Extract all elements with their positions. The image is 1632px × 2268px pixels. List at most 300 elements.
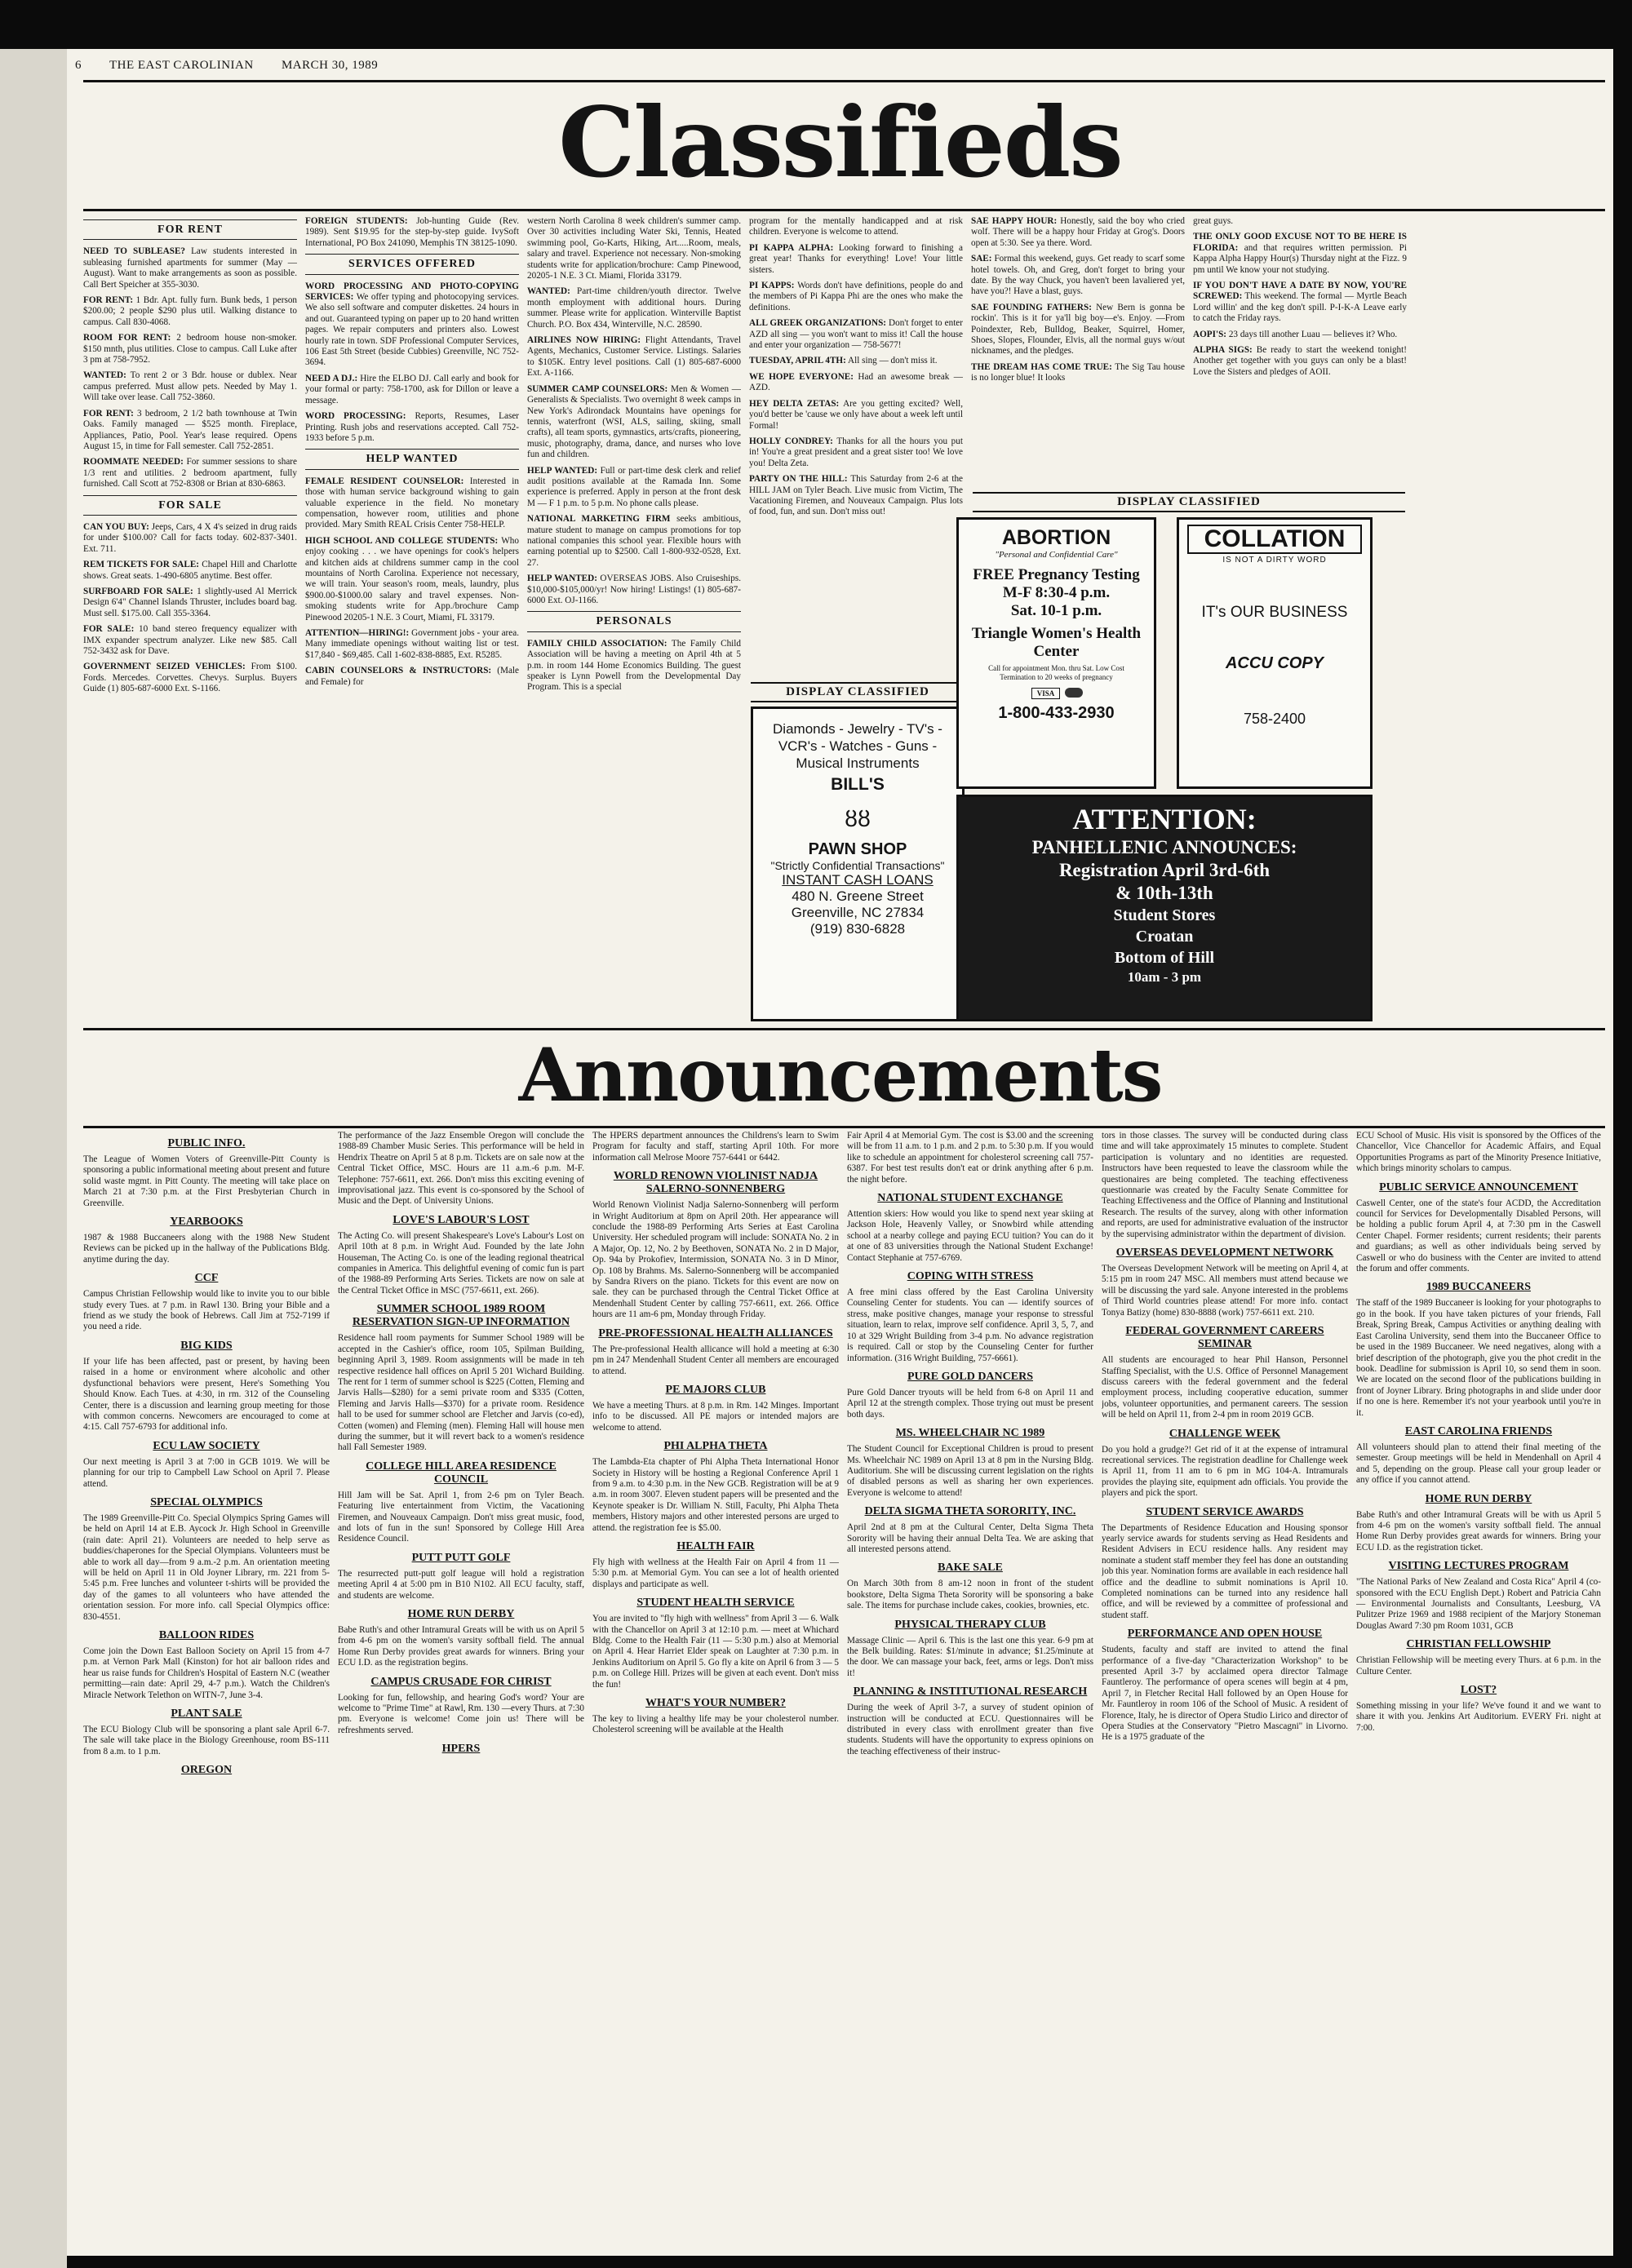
announcement-text — [592, 1614, 839, 1690]
announcement-text — [1356, 1198, 1601, 1275]
ad-lead-in: HIGH SCHOOL AND COLLEGE STUDENTS: — [305, 535, 499, 546]
ad-body: Flight Attendants, Travel Agents, Mechanics, Customer Service. Listings. Salaries to $105K. Entry level positions. Call (1) 805-687-6000 Ext. A-1166. — [527, 335, 741, 379]
announcement-text — [847, 1636, 1093, 1680]
classified-section-heading: PERSONALS — [527, 611, 741, 631]
ad-body: To rent 2 or 3 Bdr. house or dublex. Near campus preferred. Must allow pets. Needed by May 1. Will take over lease. Call 752-3860. — [83, 370, 297, 403]
classified-ad-text — [527, 514, 741, 569]
announcement-heading: WORLD RENOWN VIOLINIST NADJA SALERNO-SONNENBERG — [613, 1170, 818, 1196]
announcement-text — [83, 1725, 330, 1757]
health-center-name: Triangle Women's Health Center — [971, 625, 1142, 660]
announcement-heading: WHAT'S YOUR NUMBER? — [645, 1697, 786, 1710]
announcement-column-2 — [338, 1131, 584, 2248]
announcement-heading: NATIONAL STUDENT EXCHANGE — [877, 1192, 1063, 1205]
announcement-text — [592, 1401, 839, 1433]
ad-body: Babe Ruth's and other Intramural Greats will be with us April 5 from 4-6 pm on the women's varsity softball field. The annual Home Run Derby provides great awards for winners. Bring your ECU I.D. as the registration ticket. — [1356, 1509, 1601, 1553]
announcement-heading: SPECIAL OLYMPICS — [150, 1495, 263, 1508]
ad-body: During the week of April 3-7, a survey of student opinion of instruction will be conducted at ECU. Questionnaires will be distributed in every class with enrollment greater than five students. Students will have the opportunity to express opinions on the teaching effectiveness of their instruc- — [847, 1703, 1093, 1756]
ad-body: The Sig Tau house is no longer blue! It looks — [971, 361, 1185, 383]
ad-body: Formal this weekend, guys. Get ready to scarf some hotel towels. Oh, and Greg, don't forget to bring your date. By the way Chuck, you haven't been lavaliered yet, have you?! Have a blast, guys. — [971, 254, 1185, 297]
ad-lead-in: TUESDAY, APRIL 4TH: — [749, 356, 846, 366]
announcement-heading: YEARBOOKS — [170, 1216, 243, 1229]
classified-ad-text — [749, 356, 963, 366]
classified-section-heading: SERVICES OFFERED — [305, 254, 519, 274]
announcement-heading: HPERS — [441, 1743, 481, 1756]
ad-body: 1 slightly-used Al Merrick Design 6'4" Channel Islands Thruster, includes board bag. Must sell. $175.00. Call 355-3364. — [83, 586, 297, 618]
ad-lead-in: FOREIGN STUDENTS: — [305, 216, 408, 226]
classified-ad-text — [1193, 345, 1407, 378]
classified-column-3 — [527, 216, 741, 1024]
announcement-text — [338, 1569, 584, 1601]
ad-body: The Student Council for Exceptional Children is proud to present Ms. Wheelchair NC 1989 on April 13 at 8 pm in the Nursing Bldg. Auditorium. She will be discussing current legislation on the rights of disabled persons as well as sharing her own experiences. Everyone is welcome to attend! — [847, 1444, 1093, 1498]
classified-ad-text — [83, 370, 297, 403]
classified-ad-text — [749, 281, 963, 313]
announcement-heading: LOST? — [1460, 1684, 1497, 1697]
abortion-phone: 1-800-433-2930 — [998, 704, 1115, 722]
ad-lead-in: NEED TO SUBLEASE? — [83, 246, 186, 257]
pawn-line-2: VCR's - Watches - Guns - — [778, 738, 938, 754]
ad-lead-in: WE HOPE EVERYONE: — [749, 371, 854, 382]
collation-business-line: IT's OUR BUSINESS — [1201, 604, 1348, 621]
ad-lead-in: SAE HAPPY HOUR: — [971, 216, 1058, 226]
bills-pawn-shop-ad — [751, 707, 965, 1021]
announcement-heading: EAST CAROLINA FRIENDS — [1404, 1424, 1553, 1437]
announcement-heading: 1989 BUCCANEERS — [1426, 1281, 1531, 1294]
ad-lead-in: SAE: — [971, 254, 992, 264]
classified-ad-text — [971, 362, 1185, 384]
ad-body: Massage Clinic — April 6. This is the last one this year. 6-9 pm at the Belk building. Rates: $1/minute in advance; $1.25/minute at the door. We can massage your back, feet, arms or legs. Don't miss it! — [847, 1635, 1093, 1678]
announcement-heading: CHALLENGE WEEK — [1169, 1427, 1281, 1440]
classified-ad-text — [971, 216, 1185, 249]
ad-body: Part-time children/youth director. Twelve month employment with additional hours. During summer. Please write for application. Winterville Baptist Church. P.O. Box 434, Winterville, N.C. 28590. — [527, 286, 741, 330]
announcement-heading: SUMMER SCHOOL 1989 ROOM RESERVATION SIGN-UP INFORMATION — [352, 1303, 570, 1329]
pawn-line-1: Diamonds - Jewelry - TV's - — [773, 721, 942, 737]
ad-body: OVERSEAS JOBS. Also Cruiseships. $10,000-$105,000/yr! Now hiring! Listings! (1) 805-687-6000 Ext. OJ-1166. — [527, 574, 741, 605]
ad-lead-in: ATTENTION—HIRING!: — [305, 628, 410, 638]
announcement-heading: PERFORMANCE AND OPEN HOUSE — [1127, 1628, 1323, 1641]
pawn-phone: (919) 830-6828 — [809, 921, 906, 937]
ad-body: On March 30th from 8 am-12 noon in front of the student bookstore, Delta Sigma Theta Sorority will be sponsoring a bake sale. The items for purchase include cakes, cookies, brownies, etc. — [847, 1579, 1093, 1611]
announcement-heading: CAMPUS CRUSADE FOR CHRIST — [370, 1675, 552, 1688]
ad-lead-in: THE DREAM HAS COME TRUE: — [971, 361, 1112, 372]
ad-body: The staff of the 1989 Buccaneer is looking for your photographs to go in the book. If you have taken pictures of your friends, Fall Break, Spring Break, Campus Activities or anything dealing with East Carolina University, send them into the Buccaneer Office to be used in the 1989 Buccaneer. We need negatives, along with a brief description of the photograph, give you the phot credit in the book. Deadline for submission is April 10, so send them in soon. We are located on the second floor of the publications building in front of Joyner Library. Bring photographs in and slide under door if no one is here. Remember it's not your yearbook until you're in it. — [1356, 1298, 1601, 1418]
announcement-heading: CCF — [194, 1272, 219, 1285]
ad-body: The Family Child Association will be having a meeting on April 4th at 5 p.m. in room 144 Home Economics Building. The guest speaker is Lynn Powell from the Developmental Day Program. This is a special — [527, 638, 741, 693]
announcement-text — [847, 1388, 1093, 1420]
ad-body: Babe Ruth's and other Intramural Greats will be with us on April 5 from 4-6 pm on the women's varsity softball field. The annual Home Run Derby provides great awards for winners. Bring your ECU I.D. as the registration begins. — [338, 1625, 584, 1668]
attention-line-5: Croatan — [1135, 928, 1194, 946]
announcement-text — [847, 1522, 1093, 1555]
ad-body: program for the mentally handicapped and at risk children. Everyone is welcome to attend. — [749, 216, 963, 237]
abortion-hours-saturday: Sat. 10-1 p.m. — [1010, 602, 1102, 619]
ad-body: All sing — don't miss it. — [845, 356, 938, 366]
ad-body: Christian Fellowship will be meeting every Thurs. at 6 p.m. in the Culture Center. — [1356, 1655, 1601, 1677]
classified-ad-text — [305, 216, 519, 249]
announcement-text — [592, 1457, 839, 1534]
classified-ad-text — [305, 374, 519, 406]
left-scan-margin — [0, 49, 67, 2268]
ad-lead-in: HELP WANTED: — [527, 574, 597, 584]
attention-title: ATTENTION: — [1072, 803, 1257, 835]
announcement-text — [1356, 1701, 1601, 1734]
classified-ad-text — [305, 476, 519, 531]
ad-body: Looking for fun, fellowship, and hearing God's word? Your are welcome to "Prime Time" at Rawl, Rm. 130 —every Thurs. at 7:30 pm. Everyone is welcome! Come join us! There will be refreshments served. — [338, 1692, 584, 1735]
ad-lead-in: WORD PROCESSING: — [305, 411, 406, 422]
announcement-text — [592, 1714, 839, 1736]
ad-body: Pure Gold Dancer tryouts will be held from 6-8 on April 11 and April 12 at the strength complex. Those trying out must be present both days. — [847, 1387, 1093, 1420]
collation-ad — [1177, 517, 1373, 789]
ad-body: April 2nd at 8 pm at the Cultural Center, Delta Sigma Theta Sorority will be having their annual Delta Tea. We are asking that all interested persons attend. — [847, 1522, 1093, 1554]
ad-lead-in: ALPHA SIGS: — [1193, 345, 1253, 356]
announcement-text — [1102, 1445, 1348, 1499]
classified-ad-text — [305, 411, 519, 444]
announcement-text — [847, 1131, 1093, 1185]
ad-lead-in: SAE FOUNDING FATHERS: — [971, 302, 1092, 312]
ad-lead-in: CAN YOU BUY: — [83, 521, 149, 532]
announcement-text — [847, 1579, 1093, 1611]
classified-ad-text — [1193, 281, 1407, 325]
announcement-text — [1102, 1355, 1348, 1420]
display-classified-label-left: DISPLAY CLASSIFIED — [751, 682, 965, 702]
announcement-heading: PLANNING & INSTITUTIONAL RESEARCH — [853, 1685, 1088, 1699]
classified-ad-text — [971, 303, 1185, 357]
announcement-heading: STUDENT SERVICE AWARDS — [1146, 1505, 1304, 1518]
announcement-text — [1102, 1523, 1348, 1622]
classified-ad-text — [749, 436, 963, 469]
ad-body: The HPERS department announces the Childrens's learn to Swim Program for faculty and staff, starting April 10th. For more information call Melrose Moore 757-6441 or 6442. — [592, 1131, 839, 1163]
ad-lead-in: ROOMMATE NEEDED: — [83, 457, 184, 467]
ad-lead-in: NEED A DJ.: — [305, 373, 358, 383]
classified-ad-text — [305, 281, 519, 369]
classified-ad-text — [527, 384, 741, 461]
ad-body: If your life has been affected, past or present, by having been raised in a home or environment where alcoholic and other dysfunctional behaviors were present, Here's Something You Should Know. Each Tues. at 4:30, in rm. 312 of the Counseling Center, there is a discussion and learning group meeting for those with common concerns. Newcomers are encouraged to come at 4:15. Call 757-6793 for additional info. — [83, 1356, 330, 1433]
ad-body: Words don't have definitions, people do and the members of Pi Kappa Phi are the ones who make the definitions. — [749, 281, 963, 312]
ad-lead-in: SUMMER CAMP COUNSELORS: — [527, 383, 668, 394]
ad-lead-in: FOR RENT: — [83, 408, 134, 419]
announcement-text — [338, 1693, 584, 1737]
announcement-heading: PE MAJORS CLUB — [665, 1383, 766, 1396]
pawn-cash-loans: INSTANT CASH LOANS — [782, 872, 934, 888]
classified-ad-text — [749, 372, 963, 394]
ad-body: The Acting Co. will present Shakespeare's Love's Labour's Lost on April 10th at 8 p.m. in Wright Aud. Founded by the late John Houseman, The Acting Co. is one of the leading regional theatrical companies in America. This delightful evening of comic fun is part of the 1988-89 Performing Arts Series. Tickets are now on sale at the Central Ticket Office in MSC (757-6611, ext. 266). — [338, 1230, 584, 1296]
announcement-column-3 — [592, 1131, 839, 2248]
announcement-heading: PUBLIC INFO. — [167, 1137, 246, 1150]
announcement-heading: MS. WHEELCHAIR NC 1989 — [895, 1427, 1045, 1440]
classified-column-4 — [749, 216, 963, 559]
announcement-text — [847, 1703, 1093, 1757]
ad-lead-in: FOR RENT: — [83, 295, 134, 306]
announcement-heading: COLLEGE HILL AREA RESIDENCE COUNCIL — [366, 1460, 557, 1486]
ad-body: Reports, Resumes, Laser Printing. Rush jobs and reservations accepted. Call 752-1933 before 5 p.m. — [305, 411, 519, 443]
panhellenic-attention-ad — [956, 795, 1373, 1021]
ad-body: Do you hold a grudge?! Get rid of it at the expense of intramural recreational services. The registration deadline for Challenge week is April 11, from 11 am to 6 pm in MG 104-A. Intramurals provides the playing site, equipment adn officials. You provide the players and pick the sport. — [1102, 1444, 1348, 1499]
ad-lead-in: IF YOU DON'T HAVE A DATE BY NOW, YOU'RE SCREWED: — [1193, 281, 1407, 302]
abortion-title: ABORTION — [1001, 526, 1111, 549]
classified-ad-text — [749, 216, 963, 238]
ad-lead-in: AOPI'S: — [1193, 329, 1227, 339]
ad-lead-in: NATIONAL MARKETING FIRM — [527, 514, 671, 525]
free-pregnancy-testing: FREE Pregnancy Testing — [973, 566, 1140, 583]
page-number: 6 — [75, 59, 82, 72]
ad-body: We offer typing and photocopying services. We also sell software and computer diskettes. 24 hours in and out. Guaranteed typing on paper up to 20 hand written pages. We repair computers and printers also. Lowest hourly rate in town. SDF Professional Computer Services, 106 East 5th Street (beside Cubbies) Greenville, NC 752-3694. — [305, 292, 519, 368]
announcement-heading: PUTT PUTT GOLF — [411, 1551, 511, 1564]
ad-body: Students, faculty and staff are invited to attend the final performance of a five-day "Characterization Workshop" to be presented April 3-7 by acclaimed opera director Talmage Fauntleroy. The performance of opera scenes will begin at 4 pm, April 7, in Fletcher Recital Hall followed by an Open House for Mr. Fauntleroy in room 106 of the School of Music. A resident of Florence, Italy, he is director of Opera Studio Lirico and director of Opera Studies at the Conservatory "Pietro Mascagni" in Livorno. He is a 1975 graduate of the — [1102, 1645, 1348, 1743]
ad-body: The League of Women Voters of Greenville-Pitt County is sponsoring a public informational meeting about present and future solid waste mgmt. in Pitt County. The meeting will take place on March 21 at 7:30 p.m. at the First Presbyterian Church in Greenville. — [83, 1154, 330, 1208]
ad-body: Full or part-time desk clerk and relief audit positions available at the Ramada Inn. Some experience is preferred. Apply in person at the front desk M — F 1 p.m. to 5 p.m. No phone calls please. — [527, 465, 741, 508]
ad-body: "The National Parks of New Zealand and Costa Rica" April 4 (co-sponsored with the ECU English Dept.) Robert and Patricia Cahn — Environmental Journalists and Consultants, Leesburg, VA Pulitzer Prize 1969 and 1988 recipient of the Marjory Stoneman Douglas Award 7:30 pm Room 1031, GCB — [1356, 1577, 1601, 1631]
ad-body: All volunteers should plan to attend their final meeting of the semester. Group meetings will be held in Mendenhall on April 4 and 5, depending on the group. Please call your group leader or any office if you cannot attend. — [1356, 1442, 1601, 1486]
ad-body: World Renown Violinist Nadja Salerno-Sonnenberg will perform in Wright Auditorium at 8pm on April 20th. Her appearance will conclude the 1988-89 Performing Arts Series at East Carolina University. Her scheduled program will include: SONATA No. 2 in A Major, Op. 12, No. 2 by Beethoven, SONATA No. 2 in D Major, Op. 94a by Prokofiev, Intermission, SONATA No. 3 in D Minor, Op. 108 by Brahms. Ms. Salerno-Sonnenberg will be accompanied by Sandra Rivers on the piano. Tickets for this event are now on sale. they can be purchased through the Central Ticket Office at Mendenhall Student Center by calling 757-6611, ext. 266. Office hours are 11 am-6 pm, Monday through Friday. — [592, 1200, 839, 1320]
classified-section-heading: FOR RENT — [83, 219, 297, 240]
classified-ad-text — [749, 318, 963, 351]
announcement-text — [338, 1231, 584, 1296]
attention-line-7: 10am - 3 pm — [1127, 969, 1202, 985]
abortion-hours-weekday: M-F 8:30-4 p.m. — [1002, 584, 1111, 601]
pawn-symbol-icon: ȣȣ — [845, 806, 871, 831]
announcement-text — [338, 1491, 584, 1545]
ad-body: 3 bedroom, 2 1/2 bath townhouse at Twin Oaks. Family managed — $525 month. Fireplace, Appliances, Patio, Pool. Year's lease required. Opens August 15, in time for Fall semester. Call 752-2851. — [83, 408, 297, 451]
announcement-text — [1356, 1655, 1601, 1677]
announcement-text — [83, 1357, 330, 1433]
ad-body: All students are encouraged to hear Phil Hanson, Personnel Staffing Specialist, with the U.S. Office of Personnel Management discuss careers with the federal government and the federal employment process, including cooperative education, summer jobs, volunteer opportunities, and permanent careers. The session will be held on April 11, from 2-4 pm in room 2019 GCB. — [1102, 1355, 1348, 1420]
announcement-heading: OREGON — [180, 1764, 233, 1777]
classified-ad-text — [527, 335, 741, 379]
ad-body: 2 bedroom house non-smoker. $150 mnth, plus utilities. Close to campus. Call Luke after 3 pm at 758-7952. — [83, 333, 297, 365]
announcement-text — [1356, 1131, 1601, 1175]
abortion-subtitle: "Personal and Confidential Care" — [995, 550, 1118, 560]
ad-body: Who enjoy cooking . . . we have openings for cook's helpers and kitchen aids at childrens summer camp in the cool mountains of North Carolina. Experience not necessary, we will train. Your season's room, meals, laundry, plus $900.00-$1000.00 salary and travel expenses. Non-smoking students write for App./brochure Camp Pinewood 20205-1 N.E. 3 Court, Miami, FL 33179. — [305, 535, 519, 622]
classified-ad-text — [527, 286, 741, 330]
classified-ad-text — [527, 466, 741, 510]
ad-lead-in: HEY DELTA ZETAS: — [749, 398, 840, 409]
ad-body: Something missing in your life? We've found it and we want to share it with you. Jenkins Art Auditorium. EVERY Fri. night at 7:00. — [1356, 1701, 1601, 1733]
ad-lead-in: PI KAPPA ALPHA: — [749, 242, 834, 253]
announcement-heading: FEDERAL GOVERNMENT CAREERS SEMINAR — [1125, 1325, 1324, 1351]
ad-body: Had an awesome break — AZD. — [749, 371, 963, 393]
announcement-heading: DELTA SIGMA THETA SORORITY, INC. — [864, 1505, 1076, 1518]
classified-ad-text — [83, 246, 297, 290]
ad-body: Law students interested in subleasing furnished apartments for summer (May — August). Want to make arrangements as soon as possible. Call Bert Speicher at 355-3030. — [83, 246, 297, 290]
ad-body: We have a meeting Thurs. at 8 p.m. in Rm. 142 Minges. Important info to be discussed. All PE majors or intended majors are welcome to attend. — [592, 1400, 839, 1433]
ad-body: (Male and Female) for — [305, 666, 519, 687]
ad-body: Interested in those with human service background wishing to gain valuable experience in the field. No monetary compensation, however room, utilities and phone provided. Mary Smith REAL Crisis Center 758-HELP. — [305, 476, 519, 530]
collation-title: COLLATION — [1187, 525, 1362, 554]
ad-body: Chapel Hill and Charlotte shows. Great seats. 1-490-6805 anytime. Best offer. — [83, 560, 297, 581]
classified-section-heading: FOR SALE — [83, 495, 297, 516]
announcement-text — [847, 1287, 1093, 1364]
pawn-city: Greenville, NC 27834 — [791, 905, 925, 920]
announcement-text — [83, 1289, 330, 1333]
announcement-heading: PHI ALPHA THETA — [663, 1440, 768, 1453]
newspaper-name: THE EAST CAROLINIAN — [109, 59, 254, 72]
classified-ad-text — [305, 628, 519, 661]
classified-ad-text — [83, 624, 297, 657]
ad-body: Thanks for all the hours you put in! You're a great president and a great sister too! We love you! Delta Zeta. — [749, 436, 963, 468]
announcement-heading: HEALTH FAIR — [676, 1539, 755, 1553]
classified-ad-text — [1193, 330, 1407, 340]
abortion-fine-print: Call for appointment Mon. thru Sat. Low Cost Termination to 20 weeks of pregnancy — [988, 664, 1124, 681]
classified-ad-text — [1193, 216, 1407, 227]
announcement-column-1 — [83, 1131, 330, 2248]
announcement-column-5 — [1102, 1131, 1348, 2248]
announcement-text — [83, 1513, 330, 1623]
ad-body: and that requires written permission. Pi Kappa Alpha Happy Hour(s) Thursday night at the Fizz. 9 pm until We know your not studying. — [1193, 242, 1407, 275]
classifieds-title: Classifieds — [558, 86, 1122, 199]
classified-column-1 — [83, 216, 297, 1024]
classified-ad-text — [749, 399, 963, 432]
classified-ad-text — [305, 666, 519, 688]
announcement-text — [338, 1131, 584, 1207]
ad-body: This Saturday from 2-6 at the HILL JAM on Tyler Beach. Live music from Victim, The Vacationing Firemen, and Nouveaux Campaign. Plus lots of food, fun, and sun. Don't miss out! — [749, 474, 963, 517]
announcement-text — [1356, 1510, 1601, 1554]
ad-body: The Overseas Development Network will be meeting on April 4, at 5:15 pm in room 247 MSC. All members must attend because we will be discussing the yard sale. Anyone interested in the problems of Third World countries please attend! For more info. contact Tonya Batizy (home) 830-8888 (work) 757-6611 ext. 210. — [1102, 1264, 1348, 1318]
ad-lead-in: FAMILY CHILD ASSOCIATION: — [527, 638, 667, 649]
ad-body: Residence hall room payments for Summer School 1989 will be accepted in the Cashier's office, room 105, Spilman Building, beginning April 3, 1989. Room assignments will be made in teh respective residence hall offices on April 5 201 Wichard Building. The rent for 1 term of summer school is $225 (Cotten, Fleming and Jarvis Halls—$280) for a semi private room and $335 (Cotten, Fleming and Jarvis Halls—$370) for a private room. Residence hall to be used for summer school are Fletcher and Jarvis (co-ed), Cotten (women) and Fleming (men). Fleming Hall will house men during the summer, but it will revert back to a women's residence hall Fall Semester 1989. — [338, 1333, 584, 1453]
classified-ad-text — [971, 254, 1185, 298]
classified-ad-text — [1193, 232, 1407, 276]
announcements-title: Announcements — [518, 1032, 1162, 1118]
ad-body: Government jobs - your area. Many immediate openings without waiting list or test. $17,840 - $69,485. Call 1-602-838-8885, Ext. R5285. — [305, 628, 519, 660]
pawn-shop-name: BILL'S — [831, 775, 885, 794]
ad-body: Come join the Down East Balloon Society on April 15 from 4-7 p.m. at Vernon Park Mall (Kinston) for hot air balloon rides and hear us raise funds for Children's Hospital of Eastern N.C (weather permitting—rain date: April 29, 4-7 p.m.). Watch the Children's Miracle Network Telethon on WITN-7, June 3-4. — [83, 1646, 330, 1700]
announcement-column-4 — [847, 1131, 1093, 2248]
ad-lead-in: HELP WANTED: — [527, 465, 598, 476]
announcement-text — [592, 1557, 839, 1590]
collation-subtitle: IS NOT A DIRTY WORD — [1222, 556, 1327, 565]
classified-ad-text — [83, 522, 297, 555]
ad-body: Honestly, said the boy who cried wolf. There will be a happy hour Friday at Grog's. Doors open at 5:30. See ya there. Word. — [971, 216, 1185, 248]
ad-lead-in: WANTED: — [83, 370, 126, 381]
ad-body: ECU School of Music. His visit is sponsored by the Offices of the Chancellor, Vice Chancellor for Academic Affairs, and Equal Opportunities Programs as part of the Minority Presence Initiative, which brings minority scholars to campus. — [1356, 1131, 1601, 1174]
ad-lead-in: GOVERNMENT SEIZED VEHICLES: — [83, 662, 246, 672]
announcement-text — [83, 1154, 330, 1209]
ad-lead-in: FEMALE RESIDENT COUNSELOR: — [305, 476, 464, 486]
attention-line-4: Student Stores — [1113, 906, 1216, 924]
ad-body: The Pre-professional Health allicance will hold a meeting at 6:30 pm in 247 Mendenhall Student Center all members are encouraged to attend. — [592, 1344, 839, 1376]
ad-lead-in: CABIN COUNSELORS & INSTRUCTORS: — [305, 666, 492, 676]
ad-body: seeks ambitious, mature student to manage on campus promotions for top national companies this school year. Flexible hours with earning potential up to $2500. Call 1-800-932-0528, Ext. 27. — [527, 514, 741, 568]
ad-body: This weekend. The formal — Myrtle Beach Lord willin' and the keg don't spill. P-I-K-A Leave early to catch the Friday rays. — [1193, 291, 1407, 324]
classified-ad-text — [527, 574, 741, 606]
announcement-heading: BAKE SALE — [938, 1561, 1003, 1575]
visa-card-icon: VISA — [1031, 688, 1061, 699]
announcement-heading: ECU LAW SOCIETY — [153, 1439, 260, 1452]
classified-ad-text — [83, 560, 297, 582]
classified-ad-text — [527, 216, 741, 281]
announcement-heading: STUDENT HEALTH SERVICE — [636, 1597, 795, 1610]
announcement-heading: VISITING LECTURES PROGRAM — [1388, 1560, 1569, 1573]
ad-lead-in: SURFBOARD FOR SALE: — [83, 586, 193, 596]
ad-body: Be ready to start the weekend tonight! Another get together with you guys can only be a blast! Love the Sisters and pledges of AOII. — [1193, 345, 1407, 377]
attention-line-1: PANHELLENIC ANNOUNCES: — [1031, 837, 1297, 857]
announcement-heading: PRE-PROFESSIONAL HEALTH ALLIANCES — [598, 1327, 833, 1340]
ad-lead-in: HOLLY CONDREY: — [749, 436, 833, 446]
classified-ad-text — [83, 295, 297, 328]
ad-body: 10 band stereo frequency equalizer with IMX expander spectrum analyzer. Like new $85. Call 752-3432 ask for Dave. — [83, 624, 297, 656]
ad-body: The ECU Biology Club will be sponsoring a plant sale April 6-7. The sale will take place in the Biology Greenhouse, room BS-111 from 8 a.m. to 1 p.m. — [83, 1725, 330, 1756]
ad-body: Caswell Center, one of the state's four ACDD, the Accreditation council for Services for Developmentally Disabled Persons, will be holding a public forum April 4, at 7:30 pm in the Caswell Center Chapel. Former residents; current residents; their parents and guardians; as well as other individuals being served by Caswell or who do business with the Center are invited to attend the forum and offer comments. — [1356, 1198, 1601, 1274]
classified-ad-text — [83, 457, 297, 489]
announcement-heading: LOVE'S LABOUR'S LOST — [392, 1213, 530, 1226]
ad-body: 23 days till another Luau — believes it? Who. — [1226, 329, 1398, 339]
announcement-heading: PUBLIC SERVICE ANNOUNCEMENT — [1379, 1181, 1578, 1194]
announcement-text — [847, 1209, 1093, 1264]
announcement-text — [83, 1457, 330, 1490]
classifieds-rule — [83, 209, 1605, 211]
ad-body: The 1989 Greenville-Pitt Co. Special Olympics Spring Games will be held on April 14 at E.B. Aycock Jr. High School in Greenville (rain date: April 21). Volunteers are needed to help serve as buddies/chaperones for the Special Olympians. Volunteers must be able to work all day—from 9 a.m.-2 p.m. An orientation meeting will be held on April 11 in Old Joyner Library, rm. 221 from 5-5:45 p.m. Free lunches and volunteer t-shirts will be provided the day of the games to all volunteers who have attended the orientation session. For more info. call Special Olympics office: 830-4551. — [83, 1513, 330, 1622]
classified-ad-text — [305, 536, 519, 623]
ad-body: Looking forward to finishing a great year! Thanks for everything! Love! Your little sisters. — [749, 242, 963, 275]
ad-body: For summer sessions to share 1/3 rent and utilities. 2 bedroom apartment, fully furnished. Call Scott at 752-8308 or Brian at 830-6863. — [83, 457, 297, 489]
ad-body: tors in those classes. The survey will be conducted during class time and will take approximately 15 minutes to complete. Student participation is voluntary and no identities are requested. Instructors have been requested to leave the classroom while the questionaires are being completed. The teaching effectiveness questionnarie was created by the Faculty Senate Committee for Teaching Effectiveness and the Office of Planning and Institutional Research. The results of the survey, along with other information and reports, are used for administrative evaluation of the instructor by the supervising administrator within the department of division. — [1102, 1131, 1348, 1239]
announcement-text — [1102, 1264, 1348, 1318]
page-folio — [75, 59, 402, 73]
announcement-heading: CHRISTIAN FELLOWSHIP — [1406, 1638, 1551, 1651]
ad-body: western North Carolina 8 week children's summer camp. Over 30 activities including Water Ski, Tennis, Heated swimming pool, Go-Karts, Hiking, Art.....Room, meals, salary and travel. Experience not necessary. Non-smoking students write for application/brochure: Camp Pinewood, 20205-1 N.E. 3 Ct. Miami, Florida 33179. — [527, 216, 741, 281]
announcement-text — [338, 1333, 584, 1453]
ad-body: The performance of the Jazz Ensemble Oregon will conclude the 1988-89 Chamber Music Series. This performance will be held in Hendrix Theatre on April 5 at 8 p.m. Tickets are on sale now at the Central Ticket Office, MSC. Hours are 11 a.m.-6 p.m. M-F. Telephone: 757-6611, ext. 266. Don't miss this exciting evening of improvisational jazz. This event is co-sponsored by the School of Music and the Dept. of University Unions. — [338, 1131, 584, 1207]
announcement-heading: HOME RUN DERBY — [407, 1608, 515, 1620]
ad-body: Hill Jam will be Sat. April 1, from 2-6 pm on Tyler Beach. Featuring live entertainment from Victim, the Vacationing Firemen, and Nouveaux Campaign. Don't miss great music, food, and lots of fun in the sun! Sponsored by College Hill Area Residence Council. — [338, 1490, 584, 1544]
announcement-text — [338, 1625, 584, 1669]
ad-body: Don't forget to enter AZD all sing — you won't want to miss it! Call the house and enter your organization — 758-5677! — [749, 318, 963, 351]
announcement-text — [83, 1646, 330, 1701]
ad-body: The Departments of Residence Education and Housing sponsor yearly service awards for students serving as Head Residents and Resident Advisers in ECU residence halls. Any resident may nominate a student staff member they feel has done an outstanding job this year. Nomination forms are available in each residence hall office and the deadline to submit nominations is April 10. Completed nominations can be turned into any residence hall office, and will be reviewed by a committee of professional and student staff. — [1102, 1522, 1348, 1620]
announcement-text — [592, 1344, 839, 1377]
announcement-heading: HOME RUN DERBY — [1425, 1492, 1532, 1505]
announcement-heading: BIG KIDS — [180, 1339, 233, 1352]
ad-lead-in: PI KAPPS: — [749, 281, 795, 291]
ad-lead-in: THE ONLY GOOD EXCUSE NOT TO BE HERE IS FLORIDA: — [1193, 232, 1407, 253]
ad-lead-in: FOR SALE: — [83, 624, 135, 635]
ad-body: Are you getting excited? Well, you'd better be 'cause we only have about a week left until Formal! — [749, 398, 963, 431]
ad-body: 1987 & 1988 Buccaneers along with the 1988 New Student Reviews can be picked up in the hallway of the Publications Bldg. anytime during the day. — [83, 1233, 330, 1265]
ad-body: Our next meeting is April 3 at 7:00 in GCB 1019. We will be planning for our trip to Campbell Law School on April 7. Please attend. — [83, 1456, 330, 1489]
classified-ad-text — [83, 333, 297, 365]
newspaper-page — [67, 49, 1613, 2256]
ad-body: New Bern is gonna be rockin'. This is it for ya'll big boy—e's. Enjoy. —From Poindexter, Reb, Bulldog, Beaker, Squirrel, Homer, Shoes, Slopes, Flounder, Elvis, all the normal guys w/out nicknames, and the pledges. — [971, 302, 1185, 357]
announcement-heading: BALLOON RIDES — [158, 1629, 255, 1641]
announcement-heading: PHYSICAL THERAPY CLUB — [894, 1618, 1046, 1631]
ad-lead-in: ALL GREEK ORGANIZATIONS: — [749, 318, 887, 329]
ad-body: Fly high with wellness at the Health Fair on April 4 from 11 — 5:30 p.m. at Memorial Gym. You can see a lot of health oriented displays and participate as well. — [592, 1557, 839, 1589]
ad-lead-in: PARTY ON THE HILL: — [749, 474, 848, 485]
announcement-heading: COPING WITH STRESS — [907, 1270, 1034, 1283]
attention-line-6: Bottom of Hill — [1114, 949, 1215, 967]
announcement-heading: OVERSEAS DEVELOPMENT NETWORK — [1115, 1247, 1334, 1260]
ad-lead-in: ROOM FOR RENT: — [83, 333, 171, 343]
ad-body: A free mini class offered by the East Carolina University Counseling Center for students. You can — identify sources of stress, make positive changes, manage your response to stressful situation, learn to relax, improve self confidence. April 3, 5, 7, and 10 at 329 Wright Building from 3-4 p.m. No advance registration is required. Call or stop by the Counseling Center for further information. (316 Wright Building, 757-6661). — [847, 1287, 1093, 1363]
announcement-text — [1102, 1131, 1348, 1240]
ad-body: The resurrected putt-putt golf league will hold a registration meeting April 4 at 5:00 pm in B10 N102. All ECU faculty, staff, and students are welcome. — [338, 1568, 584, 1601]
classified-ad-text — [749, 243, 963, 276]
announcement-column-6 — [1356, 1131, 1601, 2248]
classified-ad-text — [83, 662, 297, 694]
attention-line-3: & 10th-13th — [1115, 883, 1213, 903]
announcement-text — [1102, 1645, 1348, 1743]
pawn-line-3: Musical Instruments — [796, 755, 920, 771]
classified-section-heading: HELP WANTED — [305, 449, 519, 469]
ad-body: Attention skiers: How would you like to spend next year skiing at Jackson Hole, Heavenly Valley, or Snowbird while attending school at a nearby college and paying ECU tuition? You can do it at one of 83 universities through the National Student Exchange! Contact Stephanie at 757-6769. — [847, 1209, 1093, 1263]
ad-body: 1 Bdr. Apt. fully furn. Bunk beds, 1 person $200.00; 2 people $290 plus util. Walking distance to campus. Call 830-4068. — [83, 295, 297, 327]
ad-body: great guys. — [1193, 216, 1234, 226]
pawn-shop-label: PAWN SHOP — [808, 840, 907, 858]
ad-body: The Lambda-Eta chapter of Phi Alpha Theta International Honor Society in History will be hosting a Regional Conference April 1 from 9 a.m. to 4:30 p.m. in the New GCB. Registration will be at 9 a.m. in room 3007. Eleven student papers will be presented and the Keynote speaker is Dr. William N. Still, Faculty, Phi Alpha Theta members, History majors and other interested persons are urged to attend. the registration fee is $5.00. — [592, 1457, 839, 1533]
announcement-text — [83, 1233, 330, 1265]
classified-column-2 — [305, 216, 519, 1024]
accu-copy-logo: ACCU COPY — [1225, 654, 1324, 672]
classified-ad-text — [83, 587, 297, 619]
announcement-heading: PLANT SALE — [171, 1708, 242, 1721]
